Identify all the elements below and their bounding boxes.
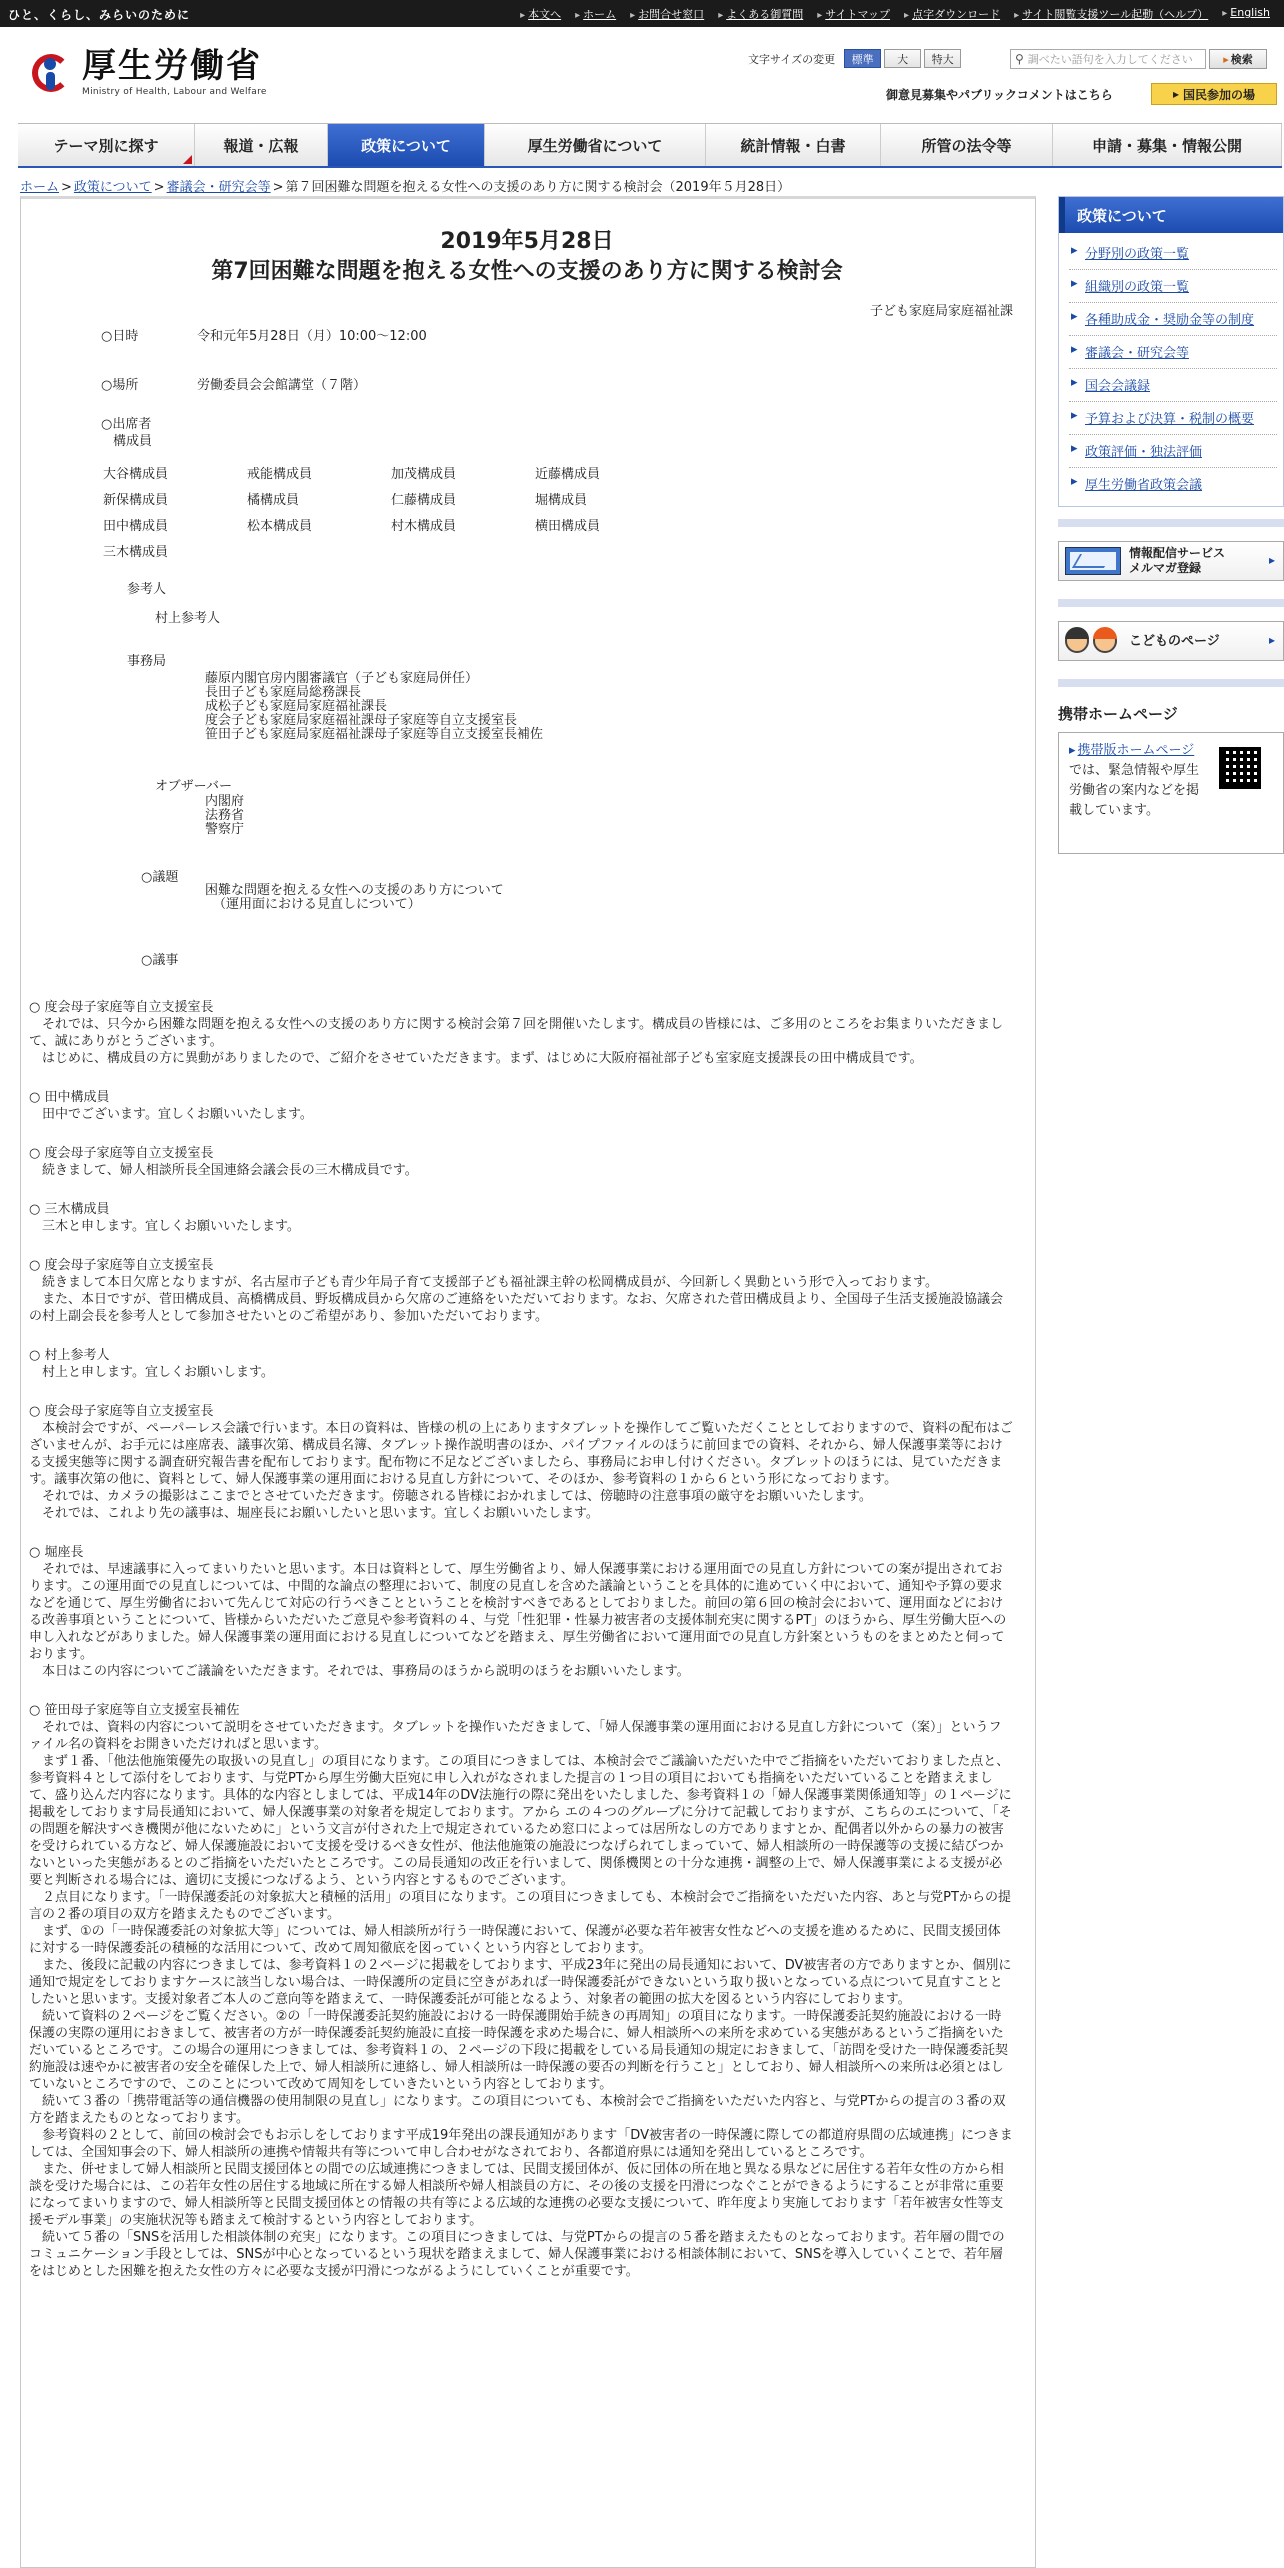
member: 近藤構成員: [535, 467, 601, 482]
member: 三木構成員: [103, 545, 169, 560]
member: 新保構成員: [103, 493, 169, 508]
speech-text: 三木と申します。宜しくお願いいたします。: [42, 1219, 300, 1234]
speaker-name: ○ 堀座長: [29, 1545, 84, 1560]
speaker-name: ○ 度会母子家庭等自立支援室長: [29, 1404, 214, 1419]
search-placeholder: 調べたい語句を入力してください: [1027, 53, 1193, 66]
speech-text: それでは、早速議事に入ってまいりたいと思います。本日は資料として、厚生労働省より、婦人保護事業における運用面での見直し方針についての案が提出されております。この運用面での見直しについては、中間的な論点の整理において、制度の見直しを含めた議論ということを具体的に進めていく中において、通知や予算の要求などを通じて、厚生労働省において先んじて対応の行うべきことということを検討すべきであるとしておりました。前回の第６回の検討会において、運用面などにおける改善事項ということについて、皆様からいただいたご意見や参考資料の４、与党「性犯罪・性暴力被害者の支援体制充実に関するPT」のほうから、厚生労働大臣への申し入れなどがありました。婦人保護事業の運用面における見直しについてなどを踏まえ、厚生労働省において運用面での見直し方針案というものをまとめたと伺っております。: [29, 1562, 1007, 1662]
home-link[interactable]: ▸ ホーム: [575, 6, 616, 22]
mobile-box: [1058, 732, 1284, 854]
member: 堀構成員: [535, 493, 588, 508]
contact-link[interactable]: ▸ お問合せ窓口: [630, 6, 704, 22]
speech-text: また、本日ですが、菅田構成員、高橋構成員、野坂構成員から欠席のご連絡をいただいております。なお、欠席された菅田構成員より、全国母子生活支援施設協議会の村上副会長を参考人として参加させたいとのご希望があり、参加いただいております。: [29, 1292, 1003, 1324]
speech-text: 参考資料の２として、前回の検討会でもお示しをしております平成19年発出の課長通知があります「DV被害者の一時保護に際しての都道府県間の広域連携」につきましては、全国知事会の下、婦人相談所の連携や情報共有等について申し合わせがなされており、各都道府県には通知を発出しているところです。: [29, 2128, 1013, 2160]
speaker-name: ○ 田中構成員: [29, 1090, 110, 1105]
sankou-name: 村上参考人: [155, 611, 221, 626]
speech-block: [29, 1347, 1013, 1381]
member: 仁藤構成員: [391, 493, 457, 508]
english-link[interactable]: ▸ English: [1222, 6, 1270, 22]
sidebar-item-evaluation[interactable]: ▸ 政策評価・独法評価: [1069, 435, 1277, 468]
font-size-xlarge-button[interactable]: 特大: [924, 49, 961, 68]
policy-menu: [1058, 196, 1284, 507]
sankou-label: 参考人: [127, 582, 167, 597]
speech-text: 続いて３番の「携帯電話等の通信機器の使用制限の見直し」になります。この項目についても、本検討会でご指摘をいただいた内容と、与党PTからの提言の３番の双方を踏まえたものとなっております。: [29, 2094, 1006, 2126]
member: 田中構成員: [103, 519, 169, 534]
sidebar-item-budget[interactable]: ▸ 予算および決算・税制の概要: [1069, 402, 1277, 435]
corner-marker-icon: [183, 155, 192, 164]
top-bar: [0, 0, 1284, 27]
speech-block: [29, 1544, 1013, 1680]
gijigoto-label: ○議事: [141, 953, 179, 968]
speech-text: 本日はこの内容についてご議論をいただきます。それでは、事務局のほうから説明のほうをお願いいたします。: [42, 1664, 690, 1679]
speech-text: 続いて資料の２ページをご覧ください。②の「一時保護委託契約施設における一時保護開始手続きの再周知」の項目になります。一時保護委託契約施設における一時保護の実際の運用におきまして、被害者の方が一時保護委託契約施設に直接一時保護を求めた場合に、婦人相談所への来所を求めている実態があるというご指摘をいただいているところです。この場合の運用につきましては、参考資料１の、２ページの下段に掲載をしている局長通知の規定におきまして、「訪問を受けた一時保護委託契約施設は速やかに被害者の安全を確保した上で、婦人相談所に連絡し、婦人相談所は一時保護の要否の判断を行うこと」としており、婦人相談所への来所は必須とはしていないところですので、このことについて改めて周知をしていきたいという内容としております。: [29, 2009, 1009, 2092]
member: 村木構成員: [391, 519, 457, 534]
page-title: [41, 227, 1013, 287]
main-content: [20, 196, 1036, 2568]
speech-text: それでは、資料の内容について説明をさせていただきます。タブレットを操作いただきまして、「婦人保護事業の運用面における見直し方針について（案）」というファイル名の資料をお開きいただければと思います。: [29, 1720, 1002, 1752]
speech-text: 本検討会ですが、ペーパーレス会議で行います。本日の資料は、皆様の机の上にありますタブレットを操作してご覧いただくこととしておりますので、資料の配布はございませんが、お手元には座席表、議事次第、構成員名簿、タブレット操作説明書のほか、パイプファイルのほうに前回までの資料、それから、婦人保護事業等における支援実態等に関する調査研究報告書を配布しております。配布物に不足などございましたら、事務局にお申し付けください。タブレットのほうには、見ていただきます。議事次第の他に、資料として、婦人保護事業の運用面における見直し方針について、そのほか、参考資料の１から６という形になっております。: [29, 1421, 1013, 1487]
speech-text: 村上と申します。宜しくお願いします。: [42, 1365, 274, 1380]
nav-statistics[interactable]: 統計情報・白書: [706, 124, 881, 166]
speaker-name: ○ 度会母子家庭等自立支援室長: [29, 1000, 214, 1015]
attendees-label: ○出席者: [101, 417, 152, 432]
speech-text: 続いて５番の「SNSを活用した相談体制の充実」になります。この項目につきましては、与党PTからの提言の５番を踏まえたものとなっております。若年層の間でのコミュニケーション手段としては、SNSが中心となっているという現状を踏まえまして、婦人保護事業における相談体制において、SNSを導入していくことで、若年層をはじめとした困難を抱えた女性の方々に必要な支援が円滑につながるようにしていくことが重要です。: [29, 2230, 1005, 2279]
observer-list: 内閣府 法務省 警察庁: [205, 794, 245, 837]
speech-text: まず、①の「一時保護委託の対象拡大等」については、婦人相談所が行う一時保護において、保護が必要な若年被害女性などへの支援を進めるために、民間支援団体に対する一時保護委託の積極的な活用について、改めて周知徹底を図っていくという内容としております。: [29, 1924, 1001, 1956]
global-nav: [18, 123, 1282, 168]
site-header: [0, 27, 1284, 123]
right-sidebar: [1058, 196, 1284, 854]
mobile-homepage-link[interactable]: ▸ 携帯版ホームページ: [1069, 743, 1194, 758]
speech-text: それでは、只今から困難な問題を抱える女性への支援のあり方に関する検討会第７回を開催いたします。構成員の皆様には、ご多用のところをお集まりいただきまして、誠にありがとうございます。: [29, 1017, 1003, 1049]
sitemap-link[interactable]: ▸ サイトマップ: [817, 6, 890, 22]
speaker-name: ○ 笹田母子家庭等自立支援室長補佐: [29, 1703, 240, 1718]
braille-download-link[interactable]: ▸ 点字ダウンロード: [904, 6, 1000, 22]
site-search: [1010, 49, 1267, 69]
observer-label: オブザーバー: [155, 779, 232, 794]
mail-magazine-banner[interactable]: 情報配信サービス メルマガ登録 ▸: [1058, 541, 1284, 581]
speech-block: [29, 1145, 1013, 1179]
speaker-name: ○ 度会母子家庭等自立支援室長: [29, 1146, 214, 1161]
search-icon: ⚲: [1015, 52, 1024, 66]
members-label: 構成員: [113, 434, 153, 449]
speech-text: また、併せまして婦人相談所と民間支援団体との間での広域連携につきましては、民間支援団体が、仮に団体の所在地と異なる県などに居住する若年女性の方から相談を受けた場合には、この若年女性の居住する地域に所在する婦人相談所や婦人相談員の方に、その後の支援を円滑につなぐことができるようにすることが非常に重要になってまいりますので、婦人相談所等と民間支援団体との情報の共有等による広域的な連携の必要な支援について、昨年度より実施しております「若年被害女性等支援モデル事業」の実施状況等も踏まえて検討するという内容としております。: [29, 2162, 1004, 2228]
kids-icon: [1065, 626, 1121, 656]
site-logo[interactable]: [28, 47, 267, 97]
search-button[interactable]: ▸ 検索: [1209, 49, 1267, 69]
speech-text: まず１番、「他法他施策優先の取扱いの見直し」の項目になります。この項目につきましては、本検討会でご議論いただいた中でご指摘をいただいておりました点と、参考資料４として添付をしております、与党PTから厚生労働大臣宛に申し入れがなされました提言の１つ目の項目においても指摘をいただいていることを踏まえまして、盛り込んだ内容になります。具体的な内容としましては、平成14年のDV法施行の際に発出をいたしました、参考資料１の「婦人保護事業関係通知等」の１ページに掲載をしております局長通知において、婦人保護事業の対象者を規定しております。アから エの４つのグループに分けて記載しておりますが、こちらのエについて、「その問題を解決すべき機関が他にないために」という文言が付された上で規定されているため窓口によっては居所なしの方でありますとか、配偶者以外からの暴力の被害を受けられている方など、婦人保護施設において支援を受けるべき女性が、他法他施策の施設につなげられてしまっていて、婦人相談所の一時保護等の支援に結びつかないといった実態があるとのご指摘をいただいたところです。この局長通知の改正を行いまして、関係機関との十分な連携・調整の上で、婦人保護事業による支援が必要と判断される場合には、適切に支援につなげるよう、という内容とするものでございます。: [29, 1754, 1012, 1888]
policy-menu-head: 政策について: [1059, 197, 1283, 233]
speech-text: それでは、これより先の議事は、堀座長にお願いしたいと思います。宜しくお願いいたします。: [42, 1506, 599, 1521]
agenda-text: 困難な問題を抱える女性への支援のあり方について （運用面における見直しについて）: [205, 883, 504, 912]
search-input[interactable]: [1010, 49, 1206, 69]
speech-block: [29, 1089, 1013, 1123]
speech-text: また、後段に記載の内容につきましては、参考資料１の２ページに掲載をしております、平成23年に発出の局長通知において、DV被害者の方でありますとか、個別に通知で規定をしておりますケースに該当しない場合は、一時保護所の定員に空きがあれば一時保護委託ができないという取り扱いとなっている点について見直すこととしたいと思います。支援対象者ご本人のご意向等を踏まえて、一時保護委託が可能となるよう、対象者の範囲の拡大を図るという内容にしております。: [29, 1958, 1012, 2007]
sidebar-item-diet-minutes[interactable]: ▸ 国会会議録: [1069, 369, 1277, 402]
font-size-label: 文字サイズの変更: [748, 52, 836, 66]
department: 子ども家庭局家庭福祉課: [869, 304, 1013, 319]
sidebar-item-by-field[interactable]: ▸ 分野別の政策一覧: [1069, 237, 1277, 270]
speech-block: [29, 1257, 1013, 1325]
nav-theme[interactable]: テーマ別に探す: [18, 124, 195, 166]
citizen-participation-button[interactable]: ▸ 国民参加の場: [1151, 83, 1277, 105]
breadcrumb-councils[interactable]: 審議会・研究会等: [166, 180, 271, 195]
speech-text: ２点目になります。「一時保護委託の対象拡大と積極的活用」の項目になります。この項目につきましても、本検討会でご指摘をいただいた内容、あと与党PTからの提言の２番の項目の双方を踏まえたものでございます。: [29, 1890, 1011, 1922]
mhlw-logo-icon: [28, 48, 74, 96]
font-size-switcher: [748, 49, 961, 68]
sidebar-divider: [1058, 599, 1284, 607]
nav-laws[interactable]: 所管の法令等: [881, 124, 1053, 166]
speech-block: [29, 1702, 1013, 2280]
sidebar-divider: [1058, 519, 1284, 527]
speech-text: それでは、カメラの撮影はここまでとさせていただきます。傍聴される皆様におかれましては、傍聴時の注意事項の厳守をお願いいたします。: [42, 1489, 872, 1504]
member: 加茂構成員: [391, 467, 457, 482]
sidebar-item-subsidies[interactable]: ▸ 各種助成金・奨励金等の制度: [1069, 303, 1277, 336]
breadcrumb: ホーム > 政策について > 審議会・研究会等 > 第７回困難な問題を抱える女性への支援のあり方に関する検討会（2019年５月28日）: [20, 180, 791, 195]
font-size-large-button[interactable]: 大: [884, 49, 921, 68]
sidebar-item-policy-council[interactable]: ▸ 厚生労働省政策会議: [1069, 468, 1277, 500]
logo-jp-text: 厚生労働省: [82, 46, 262, 86]
speech-block: [29, 1201, 1013, 1235]
meeting-title: 第7回困難な問題を抱える女性への支援のあり方に関する検討会: [211, 259, 843, 284]
nav-press[interactable]: 報道・広報: [195, 124, 328, 166]
speech-text: 続きまして、婦人相談所長全国連絡会議会長の三木構成員です。: [42, 1163, 418, 1178]
nav-about[interactable]: 厚生労働省について: [485, 124, 706, 166]
minutes: [29, 999, 1013, 2280]
jimu-label: 事務局: [127, 654, 167, 669]
accessibility-tool-link[interactable]: ▸ サイト閲覧支援ツール起動（ヘルプ）: [1014, 6, 1208, 22]
logo-en-text: Ministry of Health, Labour and Welfare: [82, 87, 267, 97]
sidebar-item-councils[interactable]: ▸ 審議会・研究会等: [1069, 336, 1277, 369]
mail-icon: [1065, 547, 1121, 575]
qr-code-icon: [1219, 747, 1261, 789]
mobile-title: 携帯ホームページ: [1058, 705, 1178, 723]
font-size-normal-button[interactable]: 標準: [844, 49, 881, 68]
members-list: [103, 466, 1013, 561]
breadcrumb-home[interactable]: ホーム: [20, 180, 60, 195]
sidebar-item-by-organization[interactable]: ▸ 組織別の政策一覧: [1069, 270, 1277, 303]
sidebar-divider: [1058, 679, 1284, 687]
public-comment-link[interactable]: 御意見募集やパブリックコメントはこちら: [886, 88, 1113, 102]
member: 大谷構成員: [103, 467, 169, 482]
info-place: ○場所 労働委員会会館講堂（７階）: [101, 378, 367, 393]
speaker-name: ○ 村上参考人: [29, 1348, 110, 1363]
speech-text: はじめに、構成員の方に異動がありましたので、ご紹介をさせていただきます。まず、はじめに大阪府福祉部子ども室家庭支援課長の田中構成員です。: [42, 1051, 923, 1066]
nav-policy[interactable]: 政策について: [328, 124, 485, 166]
site-tagline: ひと、くらし、みらいのために: [8, 8, 191, 22]
member: 横田構成員: [535, 519, 601, 534]
speech-block: [29, 1403, 1013, 1522]
member: 橘構成員: [247, 493, 300, 508]
speaker-name: ○ 度会母子家庭等自立支援室長: [29, 1258, 214, 1273]
agenda-label: ○議題: [141, 870, 179, 885]
skip-to-content-link[interactable]: ▸ 本文へ: [520, 6, 561, 22]
speaker-name: ○ 三木構成員: [29, 1202, 110, 1217]
member: 戒能構成員: [247, 467, 313, 482]
nav-applications[interactable]: 申請・募集・情報公開: [1053, 124, 1282, 166]
member: 松本構成員: [247, 519, 313, 534]
speech-text: 田中でございます。宜しくお願いいたします。: [42, 1107, 313, 1122]
top-links: [520, 6, 1270, 22]
faq-link[interactable]: ▸ よくある御質問: [718, 6, 803, 22]
jimu-list: 藤原内閣官房内閣審議官（子ども家庭局併任） 長田子ども家庭局総務課長 成松子ども家庭局家庭福祉課長 度会子ども家庭局家庭福祉課母子家庭等自立支援室長 笹田子ども家庭局家庭福祉課母子家庭等自立支援室長補佐: [205, 671, 544, 742]
breadcrumb-policy[interactable]: 政策について: [73, 180, 152, 195]
info-date: ○日時 令和元年5月28日（月）10:00～12:00: [101, 329, 427, 344]
speech-block: [29, 999, 1013, 1067]
speech-text: 続きまして本日欠席となりますが、名古屋市子ども青少年局子育て支援部子ども福祉課主幹の松岡構成員が、今回新しく異動という形で入っております。: [42, 1275, 938, 1290]
mobile-description: では、緊急情報や厚生労働省の案内などを掲載しています。: [1069, 763, 1200, 818]
meeting-date: 2019年5月28日: [440, 229, 614, 254]
kids-page-banner[interactable]: こどものページ ▸: [1058, 621, 1284, 661]
breadcrumb-current: 第７回困難な問題を抱える女性への支援のあり方に関する検討会（2019年５月28日）: [285, 180, 791, 195]
